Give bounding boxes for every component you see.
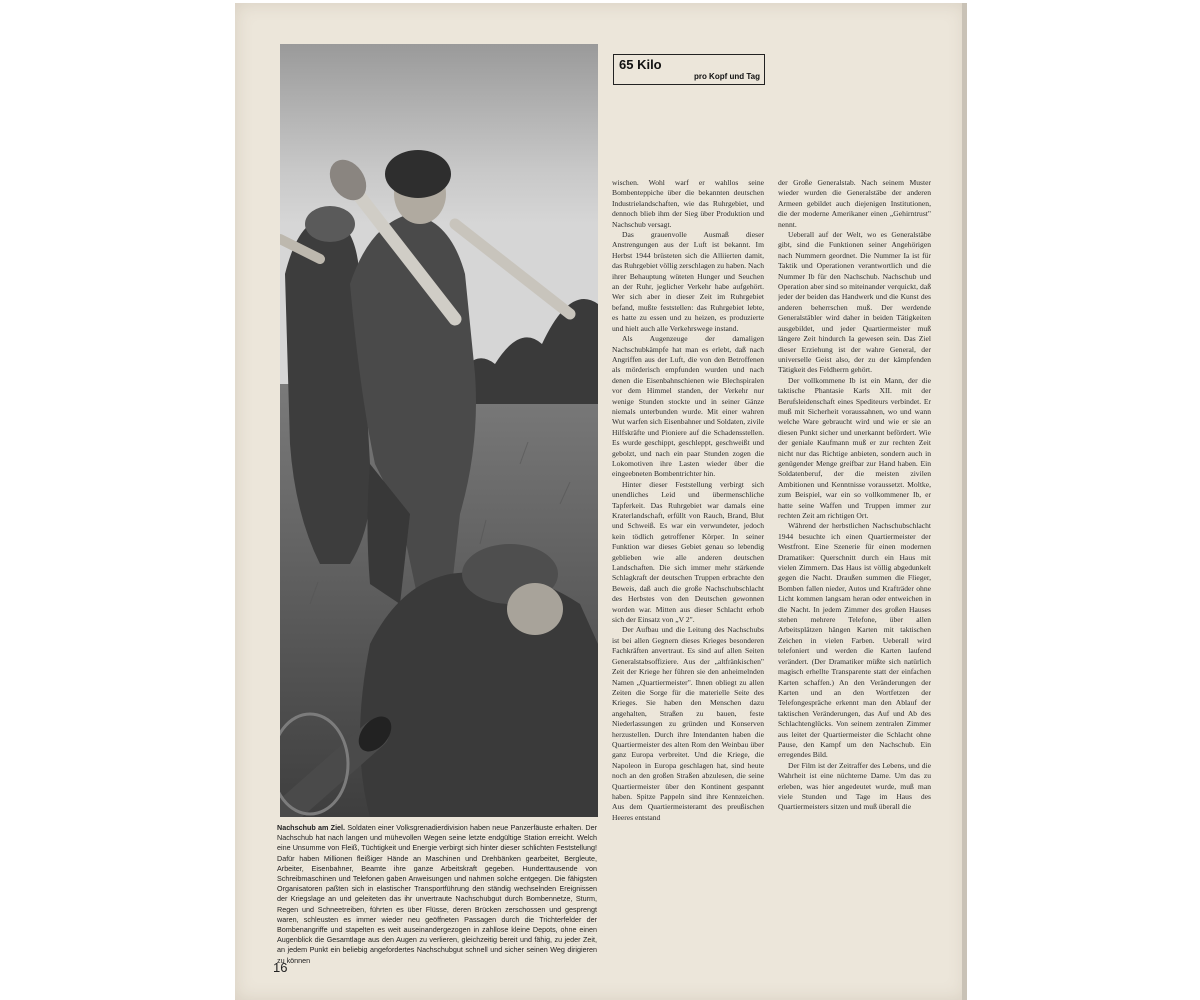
page-number: 16 (273, 960, 288, 975)
paragraph: Als Augenzeuge der damaligen Nachschubkämpfe hat man es erlebt, daß nach Angriffen aus der Luft, die von den Betroffenen als mörderisch empfunden wurden und nach denen die Eisenbahnschienen wie Blechspiralen vor dem Himmel standen, der Verkehr nur wenige Stunden stockte und in seiner Gänze niemals unterbunden wurde. Mit einer wahren Wut warfen sich Eisenbahner und Soldaten, zivile Hilfskräfte und Pioniere auf die Schadensstellen. Es wurde geschippt, geschleppt, geschweißt und gebolzt, und nach ein paar Stunden zogen die Lokomotiven ihre Lasten wieder über die eingeebneten Bombentrichter hin. (612, 334, 764, 479)
paragraph: Der Aufbau und die Leitung des Nachschubs ist bei allen Gegnern dieses Krieges besonderen Fachkräften anvertraut. Es sind auf allen Seiten Generalstabsoffiziere. Aus der „altfränkischen" Zeit der Kriege her führen sie den anheimelnden Namen „Quartiermeister". Ihnen obliegt zu allen Zeiten die Sorge für die materielle Seite des Krieges. Sie haben den Menschen dazu angehalten, Straßen zu bauen, feste Niederlassungen zu gründen und Konserven herzustellen. Durch ihre Intendanten haben die Quartiermeister des alten Rom den Weinbau über ganz Europa verbreitet. Und die Kriege, die Napoleon in Europa geschlagen hat, sind heute noch an den großen Straßen abzulesen, die seine Quartiermeister über den Kontinent gespannt haben. Spitze Pappeln sind ihre Kennzeichen. Aus dem Quartiermeisteramt des preußischen Heeres entstand (612, 625, 764, 822)
caption-lead: Nachschub am Ziel. (277, 823, 346, 832)
paragraph: der Große Generalstab. Nach seinem Muster wieder wurden die Generalstäbe der anderen Armeen gebildet auch diejenigen Institutionen, die der moderne Amerikaner einen „Gehirntrust" nennt. (778, 178, 931, 229)
article-column-1 (612, 178, 764, 978)
headline-box (613, 54, 765, 85)
headline-title: 65 Kilo (619, 57, 662, 72)
paragraph: Hinter dieser Feststellung verbirgt sich unendliches Leid und übermenschliche Tapferkeit. Das Ruhrgebiet war damals eine Kraterlandschaft, erfüllt von Rauch, Brand, Blut und Schweiß. Es war ein verwundeter, jedoch kein tödlich getroffener Körper. In seiner Funktion war dieses Gebiet genau so lebendig geblieben wie alle anderen deutschen Landschaften. Die sich immer mehr stärkende Schlagkraft der deutschen Truppen erbrachte den Beweis, daß auch die große Nachschubschlacht des Herbstes von den Deutschen gewonnen worden war. Mitten aus dieser Schlacht erhob sich der Einsatz von „V 2". (612, 479, 764, 625)
paragraph: Während der herbstlichen Nachschubschlacht 1944 besuchte ich einen Quartiermeister der Westfront. Eine Szenerie für einen modernen Dramatiker: Querschnitt durch ein Haus mit vielen Zimmern. Das Haus ist völlig abgedunkelt gegen die Nacht. Draußen summen die Flieger, Bomben fallen nieder, Autos und Krafträder ohne Licht kommen langsam heran oder entweichen in die Nacht. In jedem Zimmer des großen Hauses stehen mehrere Telefone, über allen Arbeitsplätzen hängen Karten mit taktischen Zeichen in vielen Farben. Ueberall wird telefoniert und werden die Karten laufend verändert. (Der Dramatiker müßte sich natürlich magisch erhellte Transparente statt der einfachen Karten schaffen.) An den Veränderungen der Karten und an den Wortfetzen der Telefongespräche erkennt man den Ablauf der taktischen Veränderungen, das Auf und Ab des Schlachtenglücks. Von seinem zentralen Zimmer aus leitet der Quartiermeister die Schlacht ohne Pause, den Kampf um den Nachschub. Ein erregendes Bild. (778, 521, 931, 760)
paragraph: Der vollkommene Ib ist ein Mann, der die taktische Phantasie Karls XII. mit der Berufsleidenschaft eines Spediteurs verbindet. Er muß mit Sicherheit voraussahnen, wo und wann welche Ware gebraucht wird und wie er sie an diesen Punkt sicher und unerkannt befördert. Wie der geniale Kaufmann muß er zur rechten Zeit nicht nur das Richtige anbieten, sondern auch in genügender Menge greifbar zur Hand haben. Ein Soldatenberuf, der die meisten zivilen Ambitionen und Kenntnisse voraussetzt. Moltke, zum Beispiel, war ein so vollkommener Ib, er hatte seine Waffen und Truppen immer zur rechten Zeit am richtigen Ort. (778, 375, 931, 520)
paragraph: Der Film ist der Zeitraffer des Lebens, und die Wahrheit ist eine nüchterne Dame. Um das zu erleben, was hier angedeutet wurde, muß man viele Stunden und Tage im Haus des Quartiermeisters sitzen und muß überall die (778, 760, 931, 812)
photo-caption (277, 823, 597, 966)
paragraph: Das grauenvolle Ausmaß dieser Anstrengungen aus der Luft ist bekannt. Im Herbst 1944 brüsteten sich die Alliierten damit, das Ruhrgebiet völlig zerschlagen zu haben. Nach ihrer Behauptung wüteten Hunger und Seuchen an der Ruhr, jeglicher Verkehr habe aufgehört. Wer sich aber in dieser Zeit im Ruhrgebiet befand, mußte feststellen: das Ruhrgebiet lebte, es hatte zu essen und zu heizen, es produzierte und hielt auch alle Verkehrswege instand. (612, 230, 764, 333)
war-photograph (280, 44, 598, 817)
headline-subtitle: pro Kopf und Tag (693, 72, 760, 81)
article-column-2 (778, 178, 931, 998)
paragraph: wischen. Wohl warf er wahllos seine Bombenteppiche über die bekannten deutschen Industrielandschaften, wie das Ruhrgebiet, und dennoch blieb ihm der Sieg über Produktion und Nachschub versagt. (612, 178, 764, 229)
caption-text: Soldaten einer Volksgrenadierdivision haben neue Panzerfäuste erhalten. Der Nachschub hat nach langen und mühevollen Wegen seine letzte endgültige Station erreicht. Welch eine Unsumme von Fleiß, Tüchtigkeit und Energie verbirgt sich hinter dieser schlichten Feststellung! Dafür haben Millionen fleißiger Hände an Maschinen und Drehbänken gearbeitet, Bergleute, Arbeiter, Eisenbahner, Beamte ihre ganze Arbeitskraft gegeben. Hunderttausende von Schreibmaschinen und Telefonen gaben Anweisungen und nahmen solche entgegen. Die fähigsten Organisatoren paßten sich in elastischer Transportführung den ständig wechselnden Ereignissen der Kriegslage an und geleiteten das ihr unvertraute Nachschubgut durch Bombennetze, Sturm, Regen und Schneetreiben, führten es über Flüsse, deren Brücken zerschossen und gesprengt waren, schleusten es immer wieder neu geöffneten Passagen durch die Trichterfelder der Bombenangriffe und stapelten es weit auseinandergezogen in zahllose kleine Depots, ohne einen Augenblick die Gesamtlage aus den Augen zu verlieren, gleichzeitig bereit und fähig, zu jeder Zeit, an jedem Punkt ein beliebig angefordertes Nachschubgut schnell und sicher seinen Weg dirigieren zu können (277, 823, 597, 965)
page-edge (962, 3, 967, 1000)
paragraph: Ueberall auf der Welt, wo es Generalstäbe gibt, sind die Funktionen seiner Angehörigen nach Nummern geordnet. Die Nummer Ia ist für Taktik und Operationen verantwortlich und die Nummer Ib für den Nachschub. Nachschub und Operation aber sind so miteinander verquickt, daß jeder der beiden das Handwerk und die Kunst des anderen beherrschen muß. Der werdende Generalstäbler wird daher in beiden Tätigkeiten ausgebildet, und jeder Quartiermeister muß längere Zeit hindurch Ia gewesen sein. Das Ziel dieser Erziehung ist der wahre General, der universelle Geist also, der zu der kämpfenden Tätigkeit des Feldherrn gehört. (778, 230, 931, 375)
photo-illustration (280, 44, 598, 817)
